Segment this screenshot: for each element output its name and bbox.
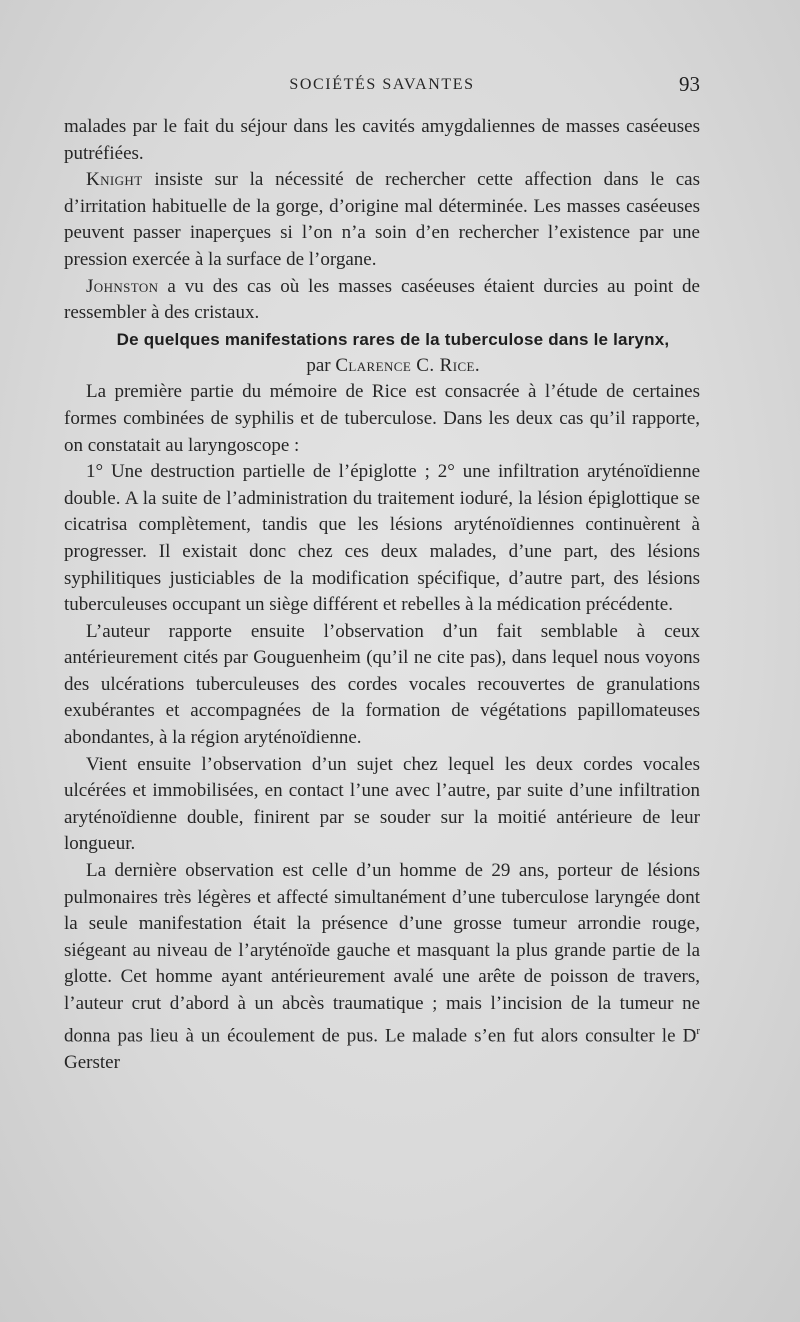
- article-byline: [64, 353, 700, 380]
- article-title: De quelques manifestations rares de la tuberculose dans le larynx,: [116, 329, 670, 349]
- author-name-knight: Knight: [86, 169, 143, 191]
- article-paragraph-1: La première partie du mémoire de Rice est consacrée à l’étude de certaines formes combinées de syphilis et de tuberculose. Dans les deux cas qu’il rapporte, on constatait au laryngoscope :: [64, 381, 700, 456]
- running-head: [64, 72, 700, 102]
- paragraph-knight: [64, 167, 700, 273]
- article-paragraph-5: [64, 858, 700, 1076]
- byline-suffix: .: [474, 354, 480, 376]
- paragraph-johnston: [64, 274, 700, 327]
- doctor-abbrev-superscript: r: [696, 1024, 700, 1037]
- page-number: 93: [679, 72, 700, 96]
- paragraph-johnston-text: a vu des cas où les masses caséeuses étaient durcies au point de ressembler à des cristaux.: [64, 275, 700, 324]
- article-paragraph-3: L’auteur rapporte ensuite l’observation d’un fait semblable à ceux antérieurement cités par Gouguenheim (qu’il ne cite pas), dans lequel nous voyons des ulcérations tuberculeuses des cordes vocales recouvertes de granulations exubérantes et accompagnées de la formation de végétations papillomateuses abondantes, à la région aryténoïdienne.: [64, 620, 700, 749]
- byline-prefix: par: [306, 354, 336, 376]
- running-title: SOCIÉTÉS SAVANTES: [289, 76, 475, 93]
- article-paragraph-4: Vient ensuite l’observation d’un sujet chez lequel les deux cordes vocales ulcérées et immobilisées, en contact l’une avec l’autre, par suite d’une infiltration aryténoïdienne double, finirent par se souder sur la moitié antérieure de leur longueur.: [64, 753, 700, 855]
- article-paragraph-2: 1° Une destruction partielle de l’épiglotte ; 2° une infiltration aryténoïdienne double. A la suite de l’administration du traitement ioduré, la lésion épiglottique se cicatrisa complètement, tandis que les lésions aryténoïdiennes continuèrent à progresser. Il existait donc chez ces deux malades, d’une part, des lésions syphilitiques justiciables de la modification spécifique, d’autre part, des lésions tuberculeuses occupant un siège différent et rebelles à la médication précédente.: [64, 461, 700, 616]
- byline-author: Clarence C. Rice: [335, 354, 475, 376]
- paragraph-knight-text: insiste sur la nécessité de rechercher cette affection dans le cas d’irritation habituelle de la gorge, d’origine mal déterminée. Les masses caséeuses peuvent passer inaperçues si l’on n’a soin d’en rechercher l’existence par une pression exercée à la surface de l’organe.: [64, 169, 700, 270]
- author-name-johnston: Johnston: [86, 275, 159, 297]
- body-text: [64, 114, 700, 1076]
- paragraph-5-text: La dernière observation est celle d’un homme de 29 ans, porteur de lésions pulmonaires très légères et affecté simultanément d’une tuberculose laryngée dont la seule manifestation était la présence d’une grosse tumeur arrondie rouge, siégeant au niveau de l’aryténoïde gauche et masquant la plus grande partie de la glotte. Cet homme ayant antérieurement avalé une arête de poisson de travers, l’auteur crut d’abord à un abcès traumatique ; mais l’incision de la tumeur ne donna pas lieu à un écoulement de pus. Le malade s’en fut alors consulter le D: [64, 860, 700, 1046]
- paragraph-continuation: malades par le fait du séjour dans les cavités amygdaliennes de masses caséeuses putréfiées.: [64, 116, 700, 164]
- paragraph-5-end: Gerster: [64, 1051, 120, 1073]
